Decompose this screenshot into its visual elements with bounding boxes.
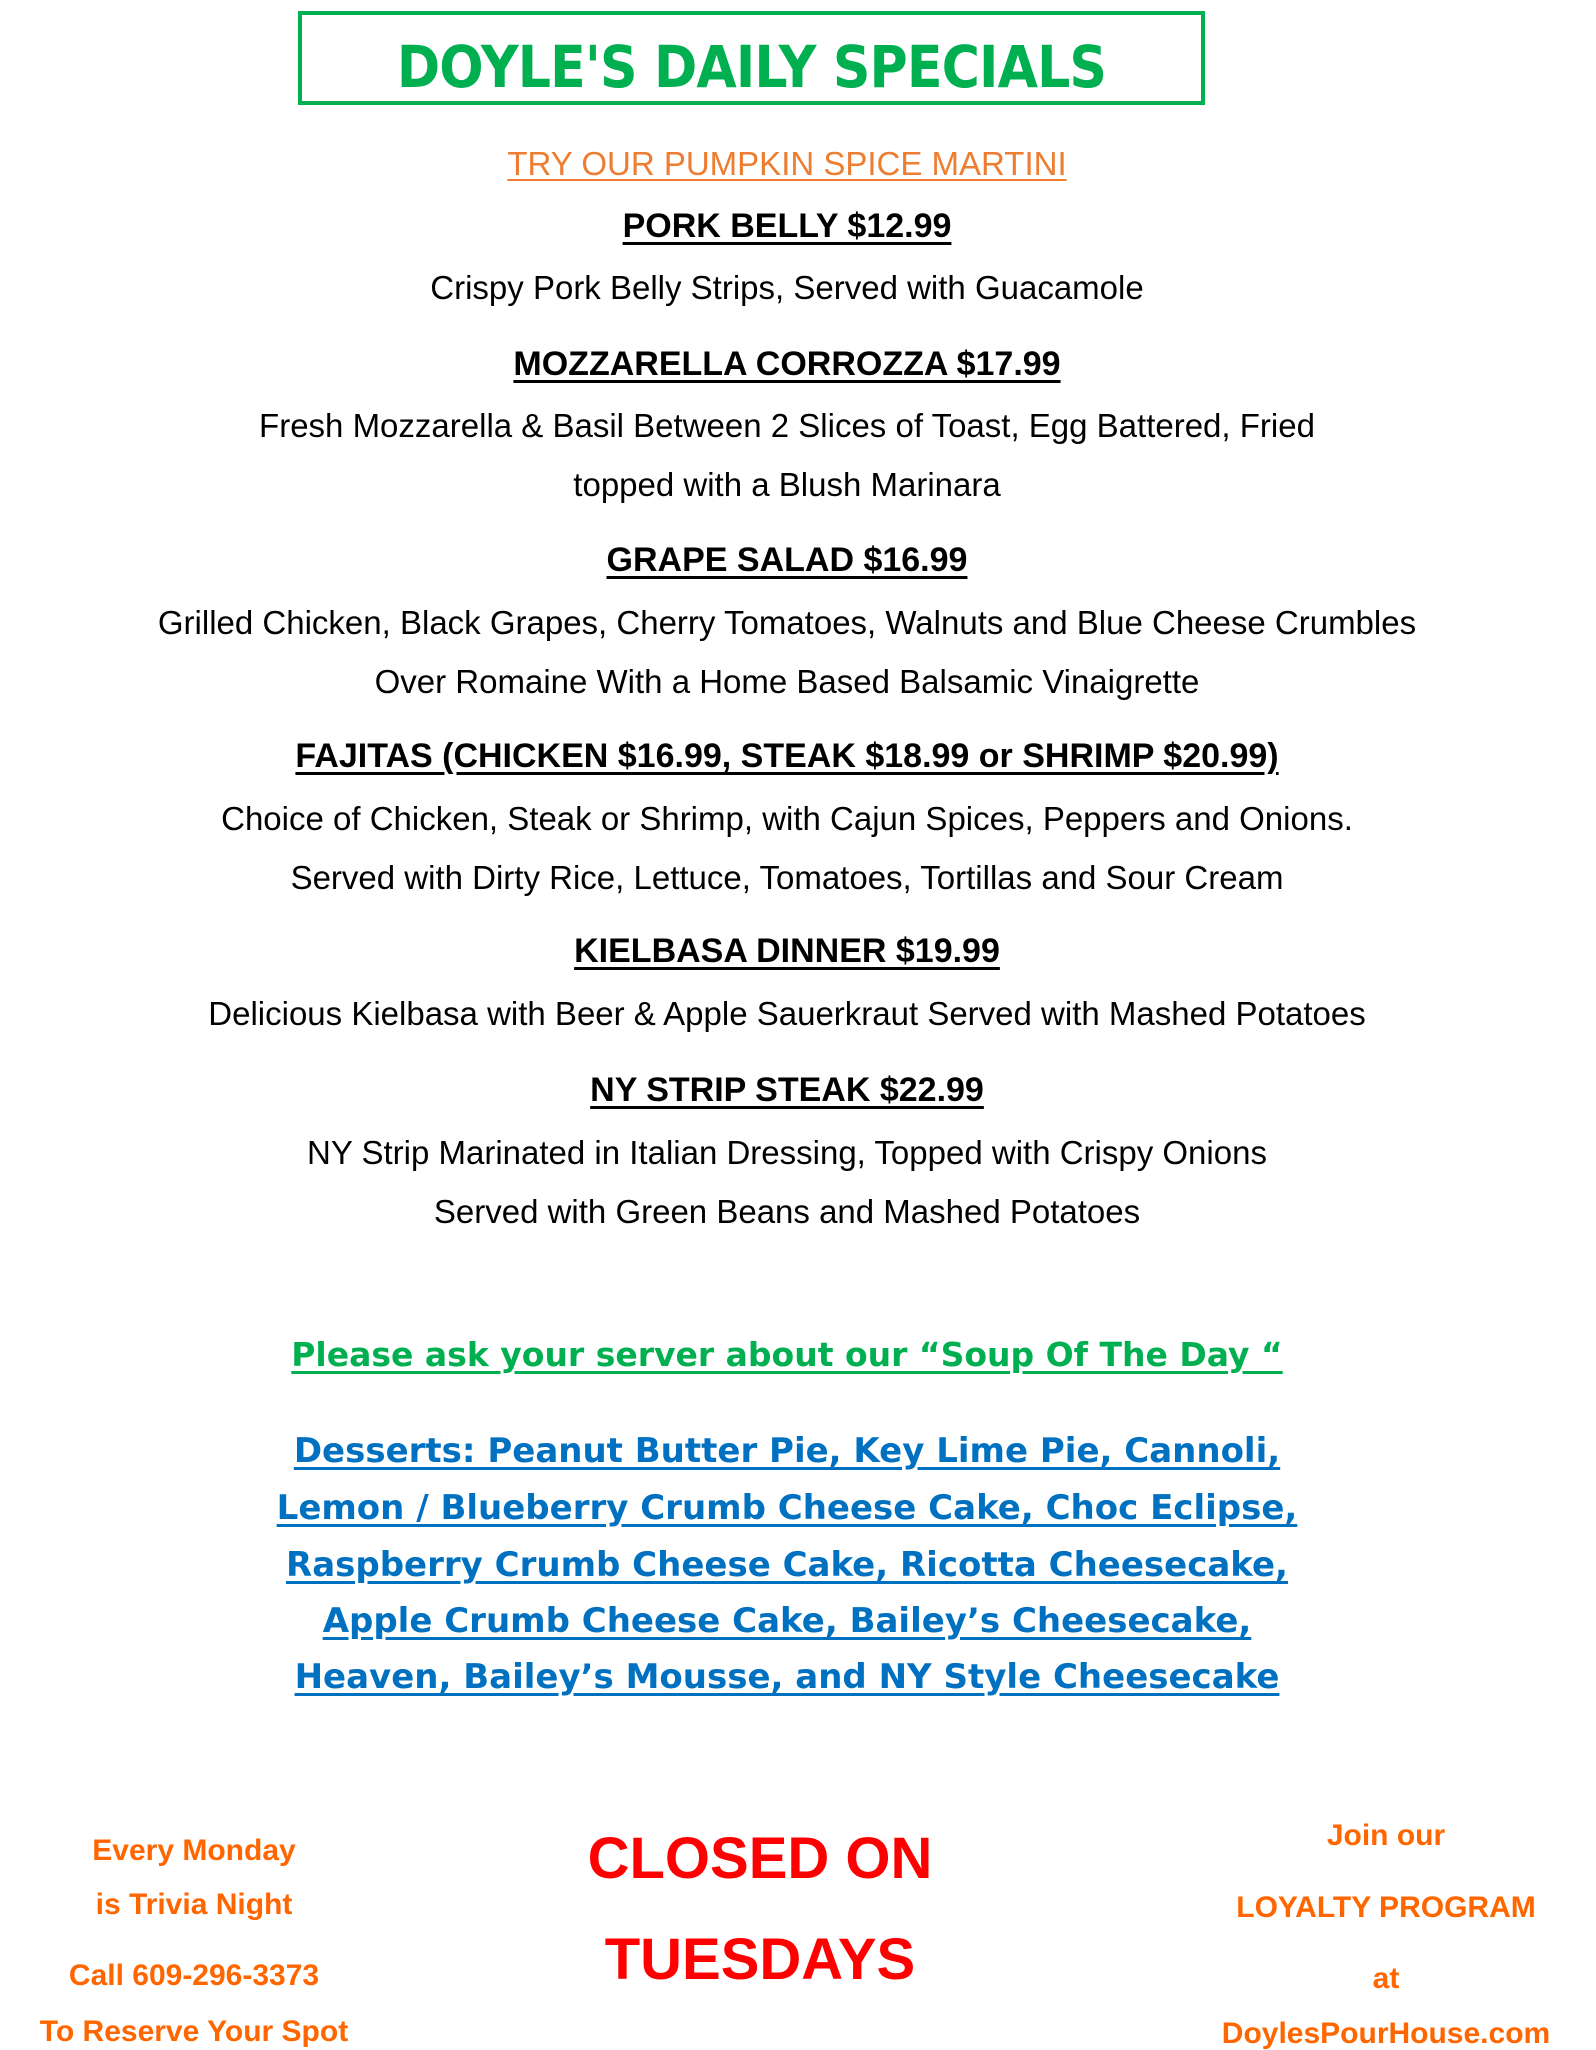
- special-desc: Served with Dirty Rice, Lettuce, Tomatoes, Tortillas and Sour Cream: [290, 859, 1284, 896]
- closed-notice: CLOSED ON: [587, 1826, 933, 1891]
- loyalty-line: Join our: [1326, 1819, 1446, 1852]
- special-desc: Grilled Chicken, Black Grapes, Cherry Tomatoes, Walnuts and Blue Cheese Crumbles: [157, 604, 1417, 641]
- special-heading-pork-belly: PORK BELLY $12.99: [622, 207, 952, 245]
- special-desc: topped with a Blush Marinara: [573, 466, 1001, 503]
- special-desc: Served with Green Beans and Mashed Potatoes: [433, 1193, 1141, 1230]
- trivia-line: To Reserve Your Spot: [39, 2015, 349, 2048]
- desserts-line: Raspberry Crumb Cheese Cake, Ricotta Cheesecake,: [286, 1545, 1288, 1585]
- page-title: DOYLE'S DAILY SPECIALS: [396, 33, 1107, 101]
- special-heading-kielbasa: KIELBASA DINNER $19.99: [574, 932, 1000, 970]
- desserts-line: Lemon / Blueberry Crumb Cheese Cake, Choc Eclipse,: [276, 1488, 1298, 1528]
- martini-promo: TRY OUR PUMPKIN SPICE MARTINI: [507, 145, 1067, 182]
- website-link[interactable]: DoylesPourHouse.com: [1221, 2017, 1551, 2050]
- title-banner: [298, 11, 1205, 105]
- special-desc: Fresh Mozzarella & Basil Between 2 Slices of Toast, Egg Battered, Fried: [259, 407, 1315, 444]
- closed-notice: TUESDAYS: [604, 1927, 916, 1992]
- special-heading-ny-strip: NY STRIP STEAK $22.99: [590, 1071, 984, 1109]
- special-desc: NY Strip Marinated in Italian Dressing, Topped with Crispy Onions: [307, 1134, 1267, 1171]
- special-heading-fajitas: FAJITAS (CHICKEN $16.99, STEAK $18.99 or SHRIMP $20.99): [295, 737, 1279, 775]
- loyalty-line: LOYALTY PROGRAM: [1236, 1891, 1536, 1924]
- trivia-line: is Trivia Night: [95, 1888, 293, 1921]
- desserts-line: Apple Crumb Cheese Cake, Bailey’s Cheesecake,: [322, 1601, 1252, 1641]
- special-heading-mozzarella: MOZZARELLA CORROZZA $17.99: [513, 345, 1061, 383]
- special-desc: Crispy Pork Belly Strips, Served with Guacamole: [430, 269, 1144, 306]
- special-heading-grape-salad: GRAPE SALAD $16.99: [606, 541, 968, 579]
- special-desc: Delicious Kielbasa with Beer & Apple Sauerkraut Served with Mashed Potatoes: [208, 995, 1366, 1032]
- loyalty-line: at: [1372, 1962, 1400, 1995]
- soup-of-the-day: Please ask your server about our “Soup Of The Day “: [291, 1335, 1283, 1374]
- desserts-line: Heaven, Bailey’s Mousse, and NY Style Cheesecake: [294, 1657, 1280, 1697]
- trivia-phone: Call 609-296-3373: [68, 1959, 320, 1992]
- special-desc: Choice of Chicken, Steak or Shrimp, with Cajun Spices, Peppers and Onions.: [221, 800, 1353, 837]
- special-desc: Over Romaine With a Home Based Balsamic Vinaigrette: [374, 663, 1200, 700]
- desserts-line: Desserts: Peanut Butter Pie, Key Lime Pie, Cannoli,: [293, 1431, 1281, 1471]
- trivia-line: Every Monday: [92, 1834, 296, 1867]
